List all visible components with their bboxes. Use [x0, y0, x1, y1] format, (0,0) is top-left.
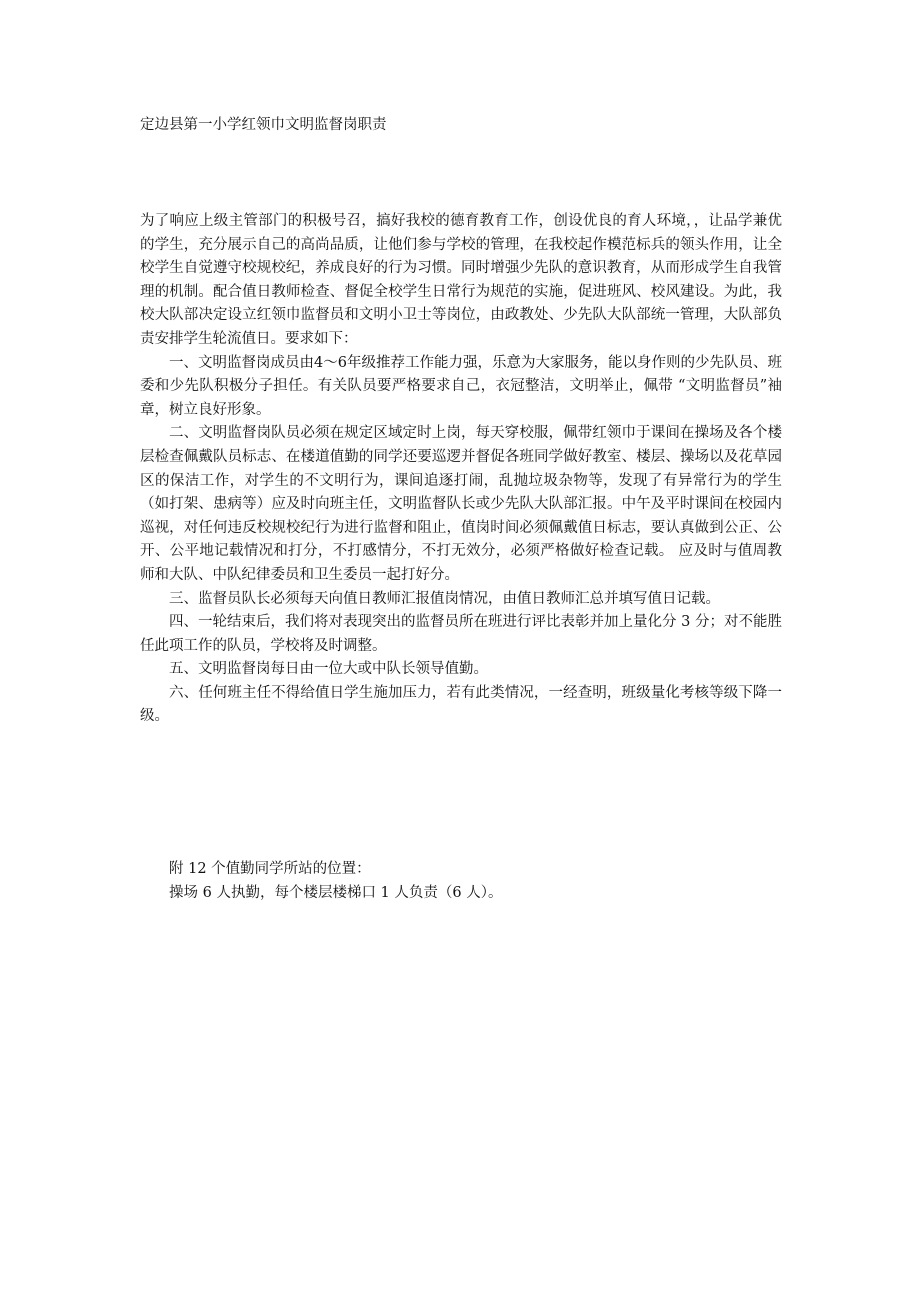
- appendix-detail: 操场 6 人执勤，每个楼层楼梯口 1 人负责（6 人）。: [169, 884, 503, 901]
- rule-paragraph-5: 五、文明监督岗每日由一位大或中队长领导值勤。: [169, 661, 488, 678]
- rule-paragraph-1: 一、文明监督岗成员由4～6年级推荐工作能力强，乐意为大家服务，能以身作则的少先队员、班委和少先队积极分子担任。有关队员要严格要求自己，衣冠整洁，文明举止，佩带 “文明监督员”袖章，树立良好形象。: [140, 354, 782, 418]
- appendix-section: [140, 858, 782, 905]
- document-title: 定边县第一小学红领巾文明监督岗职责: [140, 117, 387, 133]
- intro-paragraph: 为了响应上级主管部门的积极号召，搞好我校的德育教育工作，创设优良的育人环境，，让品学兼优的学生，充分展示自己的高尚品质，让他们参与学校的管理，在我校起作模范标兵的领头作用，让全校学生自觉遵守校规校纪，养成良好的行为习惯。同时增强少先队的意识教育，从而形成学生自我管理的机制。配合值日教师检查、督促全校学生日常行为规范的实施，促进班风、校风建设。为此，我校大队部决定设立红领巾监督员和文明小卫士等岗位，由政教处、少先队大队部统一管理，大队部负责安排学生轮流值日。要求如下：: [140, 213, 782, 347]
- appendix-heading: 附 12 个值勤同学所站的位置：: [169, 861, 371, 877]
- rule-paragraph-4: 四、一轮结束后，我们将对表现突出的监督员所在班进行评比表彰并加上量化分 3 分；对不能胜任此项工作的队员，学校将及时调整。: [140, 614, 782, 654]
- document-body: [140, 210, 782, 729]
- rule-paragraph-6: 六、任何班主任不得给值日学生施加压力，若有此类情况，一经查明，班级量化考核等级下降一级。: [140, 684, 782, 725]
- rule-paragraph-3: 三、监督员队长必须每天向值日教师汇报值岗情况，由值日教师汇总并填写值日记载。: [169, 590, 720, 607]
- rule-paragraph-2: 二、文明监督岗队员必须在规定区域定时上岗，每天穿校服，佩带红领巾于课间在操场及各个楼层检查佩戴队员标志、在楼道值勤的同学还要巡逻并督促各班同学做好教室、楼层、操场以及花草园区的保洁工作，对学生的不文明行为，课间追逐打闹，乱抛垃圾杂物等，发现了有异常行为的学生（如打架、患病等）应及时向班主任，文明监督队长或少先队大队部汇报。中午及平时课间在校园内巡视，对任何违反校规校纪行为进行监督和阻止，值岗时间必须佩戴值日标志，要认真做到公正、公开、公平地记载情况和打分，不打感情分，不打无效分，必须严格做好检查记载。 应及时与值周教师和大队、中队纪律委员和卫生委员一起打好分。: [140, 425, 782, 583]
